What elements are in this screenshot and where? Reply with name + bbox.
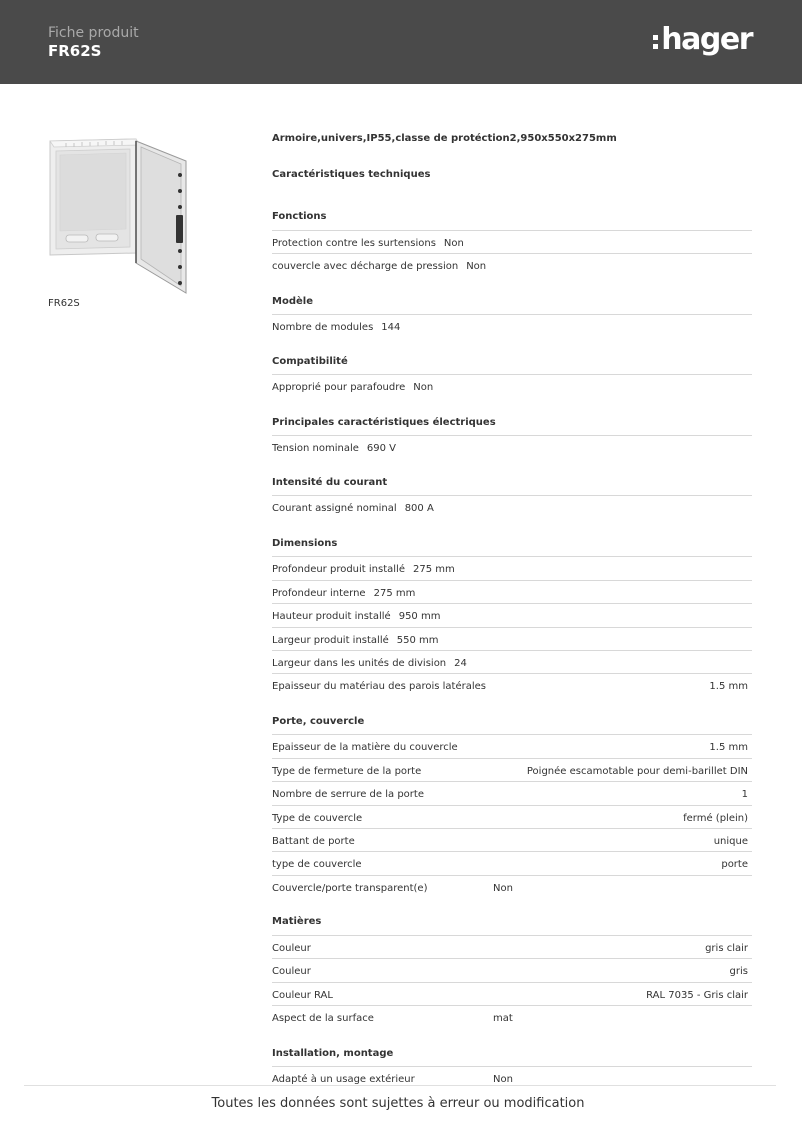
spec-row (272, 851, 752, 875)
spec-value: 690 V (366, 443, 397, 454)
section-title: Compatibilité (272, 356, 348, 367)
spec-row (272, 673, 752, 697)
spec-label (272, 322, 400, 333)
spec-label (272, 1013, 374, 1024)
spec-row (272, 556, 752, 580)
spec-row (272, 982, 752, 1006)
spec-label (272, 1074, 415, 1085)
spec-label (272, 859, 362, 870)
spec-label (272, 658, 467, 669)
section-title: Intensité du courant (272, 477, 388, 488)
spec-value: 275 mm (373, 588, 416, 599)
spec-value: Non (443, 238, 464, 249)
spec-label (272, 443, 396, 454)
footer-divider (24, 1085, 776, 1086)
spec-row (272, 650, 752, 674)
spec-label-text: Epaisseur du matériau des parois latérales (272, 681, 487, 692)
section-title: Porte, couvercle (272, 716, 365, 727)
spec-label (272, 588, 415, 599)
section-title: Matières (272, 916, 322, 927)
spec-label-text: Protection contre les surtensions (272, 238, 436, 249)
spec-label-text: Adapté à un usage extérieur (272, 1074, 415, 1085)
spec-label (272, 681, 486, 692)
spec-row (272, 603, 752, 627)
spec-value: 24 (454, 658, 467, 669)
spec-label (272, 742, 458, 753)
spec-row (272, 253, 752, 277)
spec-row (272, 935, 752, 959)
spec-value: Poignée escamotable pour demi-barillet DIN (526, 766, 748, 777)
spec-label-text: Couleur RAL (272, 990, 333, 1001)
spec-label-text: Couleur (272, 943, 311, 954)
spec-label (272, 635, 439, 646)
spec-label (272, 766, 421, 777)
spec-value: mat (493, 1013, 513, 1024)
spec-row (272, 1005, 752, 1029)
spec-value: 1.5 mm (709, 742, 748, 753)
header-title: FR62S (48, 42, 102, 60)
product-image-caption: FR62S (48, 298, 80, 309)
spec-row (272, 435, 752, 459)
characteristics-heading: Caractéristiques techniques (272, 169, 431, 180)
spec-value: gris clair (705, 943, 748, 954)
spec-value: 1.5 mm (709, 681, 748, 692)
spec-label-text: Hauteur produit installé (272, 611, 391, 622)
spec-row (272, 495, 752, 519)
spec-label-text: Epaisseur de la matière du couvercle (272, 742, 458, 753)
spec-label-text: Profondeur interne (272, 588, 366, 599)
spec-label (272, 261, 486, 272)
product-image (44, 133, 194, 298)
spec-label-text: Type de fermeture de la porte (272, 766, 422, 777)
logo-text: hager (661, 22, 752, 57)
spec-value: 550 mm (396, 635, 439, 646)
footer-disclaimer: Toutes les données sont sujettes à erreur ou modification (211, 1096, 585, 1111)
spec-value: fermé (plein) (683, 813, 748, 824)
spec-row (272, 230, 752, 254)
spec-row (272, 734, 752, 758)
spec-value: 144 (381, 322, 401, 333)
logo-dots-icon (653, 35, 658, 49)
spec-label-text: Courant assigné nominal (272, 503, 397, 514)
spec-label (272, 503, 434, 514)
section-title: Fonctions (272, 211, 327, 222)
spec-row (272, 1066, 752, 1090)
spec-label (272, 966, 311, 977)
spec-value: 800 A (404, 503, 434, 514)
spec-label-text: Couvercle/porte transparent(e) (272, 883, 428, 894)
spec-row (272, 828, 752, 852)
section-title: Installation, montage (272, 1048, 394, 1059)
spec-row (272, 374, 752, 398)
spec-label-text: Profondeur produit installé (272, 564, 405, 575)
spec-label-text: Nombre de serrure de la porte (272, 789, 424, 800)
spec-label-text: Battant de porte (272, 836, 355, 847)
spec-row (272, 958, 752, 982)
spec-label (272, 990, 333, 1001)
spec-value: Non (493, 1074, 513, 1085)
spec-label-text: couvercle avec décharge de pression (272, 261, 459, 272)
spec-label-text: Nombre de modules (272, 322, 374, 333)
spec-label-text: Type de couvercle (272, 813, 363, 824)
spec-label-text: Largeur produit installé (272, 635, 389, 646)
spec-label (272, 789, 424, 800)
spec-label-text: Tension nominale (272, 443, 359, 454)
page-header (0, 0, 802, 84)
spec-value: Non (466, 261, 487, 272)
section-title: Dimensions (272, 538, 338, 549)
spec-value: Non (493, 883, 513, 894)
spec-value: Non (413, 382, 434, 393)
spec-value: porte (721, 859, 748, 870)
section-title: Principales caractéristiques électriques (272, 417, 496, 428)
spec-value: gris (729, 966, 748, 977)
spec-value: unique (713, 836, 748, 847)
spec-row (272, 875, 752, 899)
spec-label (272, 943, 311, 954)
brand-logo (653, 22, 752, 58)
spec-row (272, 627, 752, 651)
header-subtitle: Fiche produit (48, 25, 139, 41)
spec-value: 1 (741, 789, 748, 800)
spec-value: 275 mm (412, 564, 455, 575)
spec-label-text: Couleur (272, 966, 311, 977)
spec-row (272, 314, 752, 338)
spec-label-text: Aspect de la surface (272, 1013, 374, 1024)
spec-label-text: Largeur dans les unités de division (272, 658, 447, 669)
spec-label (272, 611, 440, 622)
section-title: Modèle (272, 296, 313, 307)
spec-label (272, 382, 433, 393)
product-title: Armoire,univers,IP55,classe de protéction2,950x550x275mm (272, 133, 617, 144)
spec-label (272, 813, 362, 824)
spec-label-text: Approprié pour parafoudre (272, 382, 406, 393)
spec-label (272, 883, 427, 894)
spec-row (272, 580, 752, 604)
spec-row (272, 758, 752, 782)
spec-value: RAL 7035 - Gris clair (646, 990, 748, 1001)
spec-label (272, 238, 464, 249)
spec-label-text: type de couvercle (272, 859, 362, 870)
spec-row (272, 805, 752, 829)
spec-label (272, 836, 355, 847)
spec-label (272, 564, 455, 575)
spec-value: 950 mm (398, 611, 441, 622)
spec-row (272, 781, 752, 805)
